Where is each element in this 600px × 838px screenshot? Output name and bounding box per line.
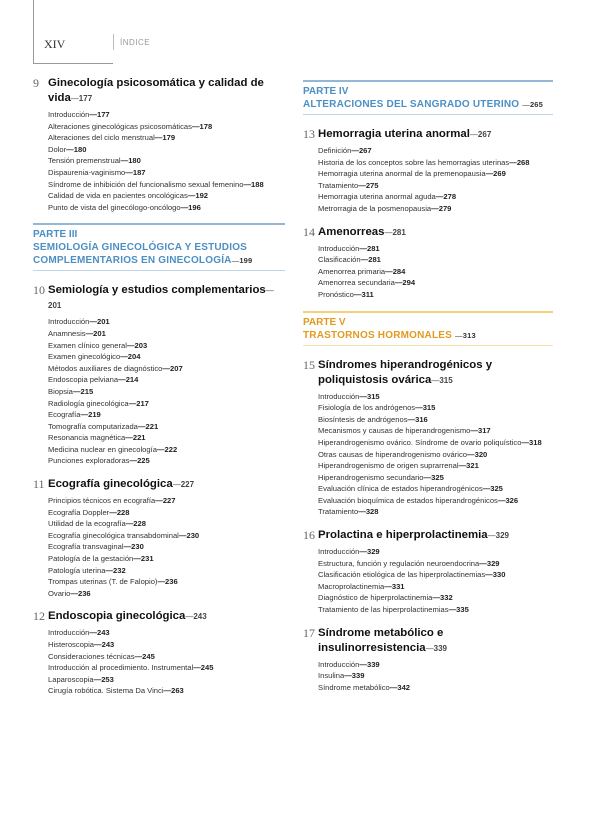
section-entry bbox=[318, 168, 553, 180]
section-entry bbox=[318, 145, 553, 157]
section-entry bbox=[318, 670, 553, 682]
section-page: —236 bbox=[70, 588, 91, 598]
section-entry bbox=[48, 444, 285, 456]
section-title: Ecografía bbox=[48, 410, 81, 420]
section-page: —222 bbox=[156, 444, 178, 454]
chapter-title bbox=[318, 225, 406, 240]
part-rule bbox=[303, 80, 553, 82]
section-title: Introducción bbox=[48, 628, 90, 638]
section-entry bbox=[48, 190, 285, 202]
section-entry bbox=[318, 437, 553, 449]
section-title: Punto de vista del ginecólogo-oncólogo bbox=[48, 202, 181, 212]
chapter-title bbox=[48, 477, 194, 492]
chapter-heading bbox=[303, 626, 553, 656]
section-entry bbox=[48, 398, 285, 410]
section-entry bbox=[48, 167, 285, 179]
section-entry bbox=[48, 518, 285, 530]
chapter-number: 17 bbox=[303, 625, 315, 640]
section-page: —339 bbox=[359, 659, 380, 669]
section-entry bbox=[48, 351, 285, 363]
section-page: —311 bbox=[353, 289, 374, 299]
chapter-title bbox=[48, 283, 285, 313]
section-title: Cirugía robótica. Sistema Da Vinci bbox=[48, 686, 164, 696]
section-title: Fisiología de los andrógenos bbox=[318, 403, 416, 413]
chapter-title-text: Ginecología psicosomática y calidad de vida bbox=[48, 77, 264, 104]
section-title: Estructura, función y regulación neuroendocrina bbox=[318, 558, 480, 568]
section-page: —215 bbox=[72, 386, 94, 396]
section-page: —232 bbox=[105, 565, 126, 575]
section-entry bbox=[48, 541, 285, 553]
section-title: Hiperandrogenismo secundario bbox=[318, 472, 424, 482]
section-title: Introducción bbox=[318, 243, 360, 253]
section-title: Alteraciones del ciclo menstrual bbox=[48, 133, 155, 143]
section-title: Amenorrea primaria bbox=[318, 266, 386, 276]
chapter-heading bbox=[303, 358, 553, 388]
chapter-title-text: Semiología y estudios complementarios bbox=[48, 284, 266, 297]
section-page: —328 bbox=[358, 507, 379, 517]
section-title: Clasificación bbox=[318, 255, 361, 265]
chapter-page: —177 bbox=[70, 94, 93, 103]
section-entry bbox=[48, 155, 285, 167]
section-list bbox=[303, 145, 553, 215]
part-rule bbox=[303, 311, 553, 313]
section-page: —279 bbox=[431, 203, 452, 213]
section-entry bbox=[318, 203, 553, 215]
section-entry bbox=[318, 659, 553, 671]
section-entry bbox=[48, 662, 285, 674]
section-entry bbox=[318, 682, 553, 694]
part-title bbox=[303, 329, 553, 342]
section-entry bbox=[48, 553, 285, 565]
section-entry bbox=[48, 409, 285, 421]
section-title: Dispaurenia-vaginismo bbox=[48, 167, 126, 177]
section-title: Resonancia magnética bbox=[48, 433, 126, 443]
section-page: —332 bbox=[432, 593, 453, 603]
part-page: —265 bbox=[522, 100, 544, 109]
section-entry bbox=[48, 565, 285, 577]
section-title: Métodos auxiliares de diagnóstico bbox=[48, 363, 163, 373]
section-title: Principios técnicos en ecografía bbox=[48, 496, 156, 506]
corner-mark-horizontal bbox=[33, 63, 113, 64]
chapter-10 bbox=[33, 283, 285, 467]
section-page: —268 bbox=[509, 157, 530, 167]
section-entry bbox=[318, 558, 553, 570]
chapter-title-text: Endoscopia ginecológica bbox=[48, 610, 186, 623]
section-entry bbox=[48, 627, 285, 639]
section-list bbox=[33, 109, 285, 213]
section-entry bbox=[318, 495, 553, 507]
section-title: Ovario bbox=[48, 588, 71, 598]
section-title: Punciones exploradoras bbox=[48, 456, 130, 466]
section-page: —267 bbox=[351, 146, 372, 155]
part-title-text: SEMIOLOGÍA GINECOLÓGICA Y ESTUDIOS COMPLEMENTARIOS EN GINECOLOGÍA bbox=[33, 242, 248, 267]
section-entry bbox=[318, 472, 553, 484]
chapter-page: —281 bbox=[384, 227, 406, 237]
section-entry bbox=[318, 546, 553, 558]
section-entry bbox=[48, 144, 285, 156]
section-entry bbox=[48, 507, 285, 519]
section-page: —179 bbox=[154, 133, 176, 143]
chapter-number: 11 bbox=[33, 477, 45, 492]
section-title: Tratamiento de las hiperprolactinemias bbox=[318, 605, 449, 615]
section-page: —217 bbox=[128, 398, 149, 408]
section-title: Otras causas de hiperandrogenismo ovárico bbox=[318, 449, 468, 459]
section-title: Ecografía ginecológica transabdominal bbox=[48, 530, 179, 540]
chapter-title-text: Síndrome metabólico e insulinorresistencia bbox=[318, 626, 444, 654]
chapter-page: —267 bbox=[469, 130, 492, 139]
section-title: Examen clínico general bbox=[48, 340, 127, 350]
section-title: Insulina bbox=[318, 671, 345, 681]
section-page: —207 bbox=[162, 363, 183, 373]
section-entry bbox=[318, 460, 553, 472]
chapter-page: —315 bbox=[431, 375, 453, 385]
section-page: —318 bbox=[521, 437, 542, 447]
section-title: Examen ginecológico bbox=[48, 352, 121, 362]
section-title: Clasificación etiológica de las hiperprolactinemias bbox=[318, 570, 486, 580]
chapter-title-text: Síndromes hiperandrogénicos y poliquistosis ovárica bbox=[318, 358, 493, 386]
section-title: Endoscopia pelviana bbox=[48, 375, 119, 385]
section-list bbox=[303, 243, 553, 301]
section-page: —227 bbox=[155, 496, 176, 506]
section-page: —243 bbox=[94, 640, 115, 649]
section-entry bbox=[48, 363, 285, 375]
section-entry bbox=[48, 202, 285, 214]
chapter-page: —329 bbox=[487, 531, 510, 541]
chapter-number: 14 bbox=[303, 224, 315, 239]
section-title: Biopsia bbox=[48, 386, 73, 396]
section-entry bbox=[318, 402, 553, 414]
section-title: Amenorrea secundaria bbox=[318, 278, 395, 288]
chapter-title-text: Hemorragia uterina anormal bbox=[318, 128, 470, 140]
chapter-number: 15 bbox=[303, 357, 315, 372]
section-entry bbox=[48, 576, 285, 588]
section-page: —339 bbox=[344, 671, 365, 681]
section-title: Síndrome metabólico bbox=[318, 682, 390, 692]
chapter-heading bbox=[303, 225, 553, 240]
section-entry bbox=[48, 340, 285, 352]
section-title: Biosíntesis de andrógenos bbox=[318, 414, 408, 424]
section-entry bbox=[48, 588, 285, 600]
section-title: Introducción bbox=[318, 391, 360, 401]
section-entry bbox=[48, 109, 285, 121]
section-entry bbox=[48, 639, 285, 651]
section-page: —228 bbox=[125, 519, 146, 529]
section-entry bbox=[48, 685, 285, 697]
section-title: Introducción al procedimiento. Instrumental bbox=[48, 663, 194, 673]
section-title: Introducción bbox=[48, 110, 90, 119]
part-bottom-rule bbox=[303, 345, 553, 346]
chapter-heading bbox=[33, 76, 285, 106]
part-4-heading bbox=[303, 80, 553, 115]
chapter-heading bbox=[33, 283, 285, 313]
section-title: Hiperandrogenismo de origen suprarrenal bbox=[318, 461, 459, 471]
section-page: —188 bbox=[243, 179, 264, 189]
section-page: —315 bbox=[415, 403, 436, 413]
chapter-heading bbox=[303, 127, 553, 142]
chapter-title-text: Amenorreas bbox=[318, 225, 385, 238]
chapter-17 bbox=[303, 626, 553, 694]
section-title: Utilidad de la ecografía bbox=[48, 519, 126, 529]
section-page: —187 bbox=[125, 167, 146, 177]
section-entry bbox=[48, 316, 285, 328]
chapter-number: 10 bbox=[33, 283, 45, 298]
section-title: Metrorragia de la posmenopausia bbox=[318, 203, 432, 213]
chapter-number: 12 bbox=[33, 609, 45, 624]
chapter-number: 9 bbox=[33, 76, 39, 90]
section-entry bbox=[318, 414, 553, 426]
chapter-15 bbox=[303, 358, 553, 519]
section-page: —192 bbox=[187, 191, 209, 201]
section-title: Patología uterina bbox=[48, 565, 106, 575]
section-title: Tratamiento bbox=[318, 507, 359, 517]
part-title bbox=[303, 98, 553, 111]
part-title-text: ALTERACIONES DEL SANGRADO UTERINO bbox=[303, 99, 520, 110]
section-entry bbox=[318, 391, 553, 403]
chapter-title bbox=[48, 76, 285, 106]
chapter-title-text: Prolactina e hiperprolactinemia bbox=[318, 529, 488, 542]
section-title: Ecografía transvaginal bbox=[48, 542, 124, 552]
section-title: Introducción bbox=[48, 317, 90, 327]
section-entry bbox=[48, 530, 285, 542]
section-page: —275 bbox=[358, 180, 379, 190]
part-bottom-rule bbox=[303, 114, 553, 115]
section-page: —329 bbox=[359, 547, 380, 557]
section-list bbox=[303, 391, 553, 519]
section-page: —230 bbox=[123, 542, 144, 552]
section-list bbox=[33, 316, 285, 467]
section-page: —180 bbox=[120, 156, 141, 166]
part-title-text: TRASTORNOS HORMONALES bbox=[303, 329, 453, 341]
section-title: Radiología ginecológica bbox=[48, 398, 129, 408]
section-page: —330 bbox=[485, 570, 506, 580]
running-head: ÍNDICE bbox=[120, 38, 151, 47]
chapter-page: —227 bbox=[172, 480, 195, 490]
section-page: —326 bbox=[497, 495, 519, 505]
section-title: Definición bbox=[318, 146, 352, 155]
section-entry bbox=[48, 179, 285, 191]
section-page: —335 bbox=[448, 605, 469, 615]
part-rule bbox=[33, 223, 285, 225]
section-title: Laparoscopia bbox=[48, 674, 94, 684]
section-title: Hiperandrogenismo ovárico. Síndrome de ovario poliquístico bbox=[318, 437, 522, 447]
section-title: Trompas uterinas (T. de Falopio) bbox=[48, 577, 158, 587]
section-entry bbox=[48, 455, 285, 467]
section-page: —219 bbox=[80, 410, 101, 420]
section-title: Evaluación bioquímica de estados hiperandrogénicos bbox=[318, 495, 498, 505]
section-title: Historia de los conceptos sobre las hemorragias uterinas bbox=[318, 157, 510, 167]
section-title: Tomografía computarizada bbox=[48, 421, 138, 431]
section-page: —317 bbox=[470, 426, 491, 436]
section-page: —177 bbox=[89, 110, 110, 119]
part-title bbox=[33, 241, 285, 267]
section-entry bbox=[318, 289, 553, 301]
section-title: Macroprolactinemia bbox=[318, 581, 385, 591]
section-entry bbox=[48, 432, 285, 444]
section-page: —236 bbox=[157, 577, 178, 587]
section-page: —180 bbox=[66, 144, 87, 154]
chapter-11 bbox=[33, 477, 285, 599]
section-page: —201 bbox=[85, 328, 106, 338]
section-title: Alteraciones ginecológicas psicosomáticas bbox=[48, 121, 192, 131]
part-label: PARTE III bbox=[33, 229, 78, 241]
section-title: Tensión premenstrual bbox=[48, 156, 121, 166]
section-entry bbox=[318, 581, 553, 593]
chapter-title-text: Ecografía ginecológica bbox=[48, 478, 173, 491]
chapter-number: 13 bbox=[303, 127, 315, 141]
page-number: XIV bbox=[44, 37, 66, 51]
section-entry bbox=[318, 592, 553, 604]
section-title: Mecanismos y causas de hiperandrogenismo bbox=[318, 426, 471, 436]
section-title: Hemorragia uterina anormal de la premenopausia bbox=[318, 169, 486, 179]
corner-mark-vertical bbox=[33, 0, 34, 64]
part-bottom-rule bbox=[33, 270, 285, 271]
part-page: —313 bbox=[455, 330, 476, 340]
section-entry bbox=[318, 191, 553, 203]
section-page: —225 bbox=[129, 456, 150, 466]
section-page: —221 bbox=[125, 433, 146, 443]
section-entry bbox=[48, 328, 285, 340]
section-title: Introducción bbox=[318, 659, 360, 669]
section-page: —284 bbox=[385, 266, 406, 276]
chapter-title bbox=[318, 127, 491, 142]
section-entry bbox=[48, 651, 285, 663]
section-title: Calidad de vida en pacientes oncológicas bbox=[48, 191, 188, 201]
chapter-title bbox=[48, 609, 207, 624]
section-page: —269 bbox=[485, 169, 506, 179]
chapter-heading bbox=[33, 477, 285, 492]
section-title: Tratamiento bbox=[318, 180, 359, 190]
section-entry bbox=[318, 157, 553, 169]
section-page: —221 bbox=[137, 421, 159, 431]
section-page: —204 bbox=[120, 352, 141, 362]
chapter-heading bbox=[303, 528, 553, 543]
section-entry bbox=[48, 374, 285, 386]
section-entry bbox=[318, 506, 553, 518]
section-page: —320 bbox=[467, 449, 488, 459]
section-title: Patología de la gestación bbox=[48, 554, 134, 564]
chapter-page: —243 bbox=[185, 612, 207, 622]
section-list bbox=[33, 627, 285, 697]
section-entry bbox=[318, 604, 553, 616]
section-page: —281 bbox=[359, 243, 380, 253]
section-page: —331 bbox=[384, 581, 405, 591]
section-entry bbox=[318, 254, 553, 266]
section-page: —316 bbox=[407, 414, 428, 424]
section-page: —263 bbox=[163, 686, 184, 696]
section-title: Consideraciones técnicas bbox=[48, 651, 135, 661]
section-title: Evaluación clínica de estados hiperandrogénicos bbox=[318, 484, 483, 494]
section-entry bbox=[48, 495, 285, 507]
section-title: Síndrome de inhibición del funcionalismo sexual femenino bbox=[48, 179, 244, 189]
chapter-14 bbox=[303, 225, 553, 301]
section-entry bbox=[318, 449, 553, 461]
chapter-12 bbox=[33, 609, 285, 697]
section-title: Diagnóstico de hiperprolactinemia bbox=[318, 593, 433, 603]
section-entry bbox=[318, 425, 553, 437]
section-title: Introducción bbox=[318, 547, 360, 557]
section-page: —196 bbox=[180, 202, 201, 212]
section-entry bbox=[318, 266, 553, 278]
part-3-heading bbox=[33, 223, 285, 271]
section-entry bbox=[318, 243, 553, 255]
section-title: Pronóstico bbox=[318, 289, 354, 299]
right-column bbox=[303, 76, 553, 703]
section-page: —253 bbox=[93, 674, 114, 684]
section-page: —243 bbox=[89, 628, 110, 638]
section-title: Medicina nuclear en ginecología bbox=[48, 444, 157, 454]
section-page: —214 bbox=[118, 375, 139, 385]
section-page: —230 bbox=[178, 530, 200, 540]
header-separator bbox=[113, 34, 114, 50]
section-title: Histeroscopia bbox=[48, 640, 95, 649]
chapter-16 bbox=[303, 528, 553, 616]
section-title: Anamnesis bbox=[48, 328, 86, 338]
chapter-title bbox=[318, 358, 553, 388]
section-page: —245 bbox=[134, 651, 155, 661]
section-entry bbox=[318, 483, 553, 495]
chapter-13 bbox=[303, 127, 553, 215]
section-page: —329 bbox=[479, 558, 500, 568]
section-page: —245 bbox=[193, 663, 214, 673]
section-page: —203 bbox=[126, 340, 148, 350]
part-label: PARTE IV bbox=[303, 86, 349, 97]
chapter-page: —339 bbox=[425, 643, 447, 653]
section-page: —228 bbox=[109, 507, 130, 517]
left-column bbox=[33, 76, 285, 707]
chapter-title bbox=[318, 528, 509, 543]
section-entry bbox=[318, 277, 553, 289]
section-entry bbox=[48, 132, 285, 144]
section-page: —342 bbox=[389, 682, 411, 692]
section-list bbox=[303, 546, 553, 616]
section-title: Hemorragia uterina anormal aguda bbox=[318, 192, 436, 202]
section-page: —278 bbox=[435, 192, 457, 202]
section-page: —321 bbox=[458, 461, 479, 471]
chapter-title bbox=[318, 626, 553, 656]
section-title: Ecografía Doppler bbox=[48, 507, 110, 517]
section-title: Dolor bbox=[48, 144, 67, 154]
part-label: PARTE V bbox=[303, 316, 346, 328]
section-entry bbox=[48, 386, 285, 398]
section-entry bbox=[48, 674, 285, 686]
section-entry bbox=[318, 180, 553, 192]
section-page: —315 bbox=[359, 391, 380, 401]
chapter-heading bbox=[33, 609, 285, 624]
part-page: —199 bbox=[231, 256, 253, 266]
section-page: —281 bbox=[360, 255, 381, 265]
section-entry bbox=[48, 121, 285, 133]
section-page: —178 bbox=[191, 121, 213, 131]
section-entry bbox=[318, 569, 553, 581]
section-page: —294 bbox=[394, 278, 416, 288]
section-page: —231 bbox=[133, 554, 154, 564]
section-entry bbox=[48, 421, 285, 433]
section-page: —325 bbox=[423, 472, 444, 482]
section-list bbox=[33, 495, 285, 599]
section-list bbox=[303, 659, 553, 694]
chapter-page: —201 bbox=[48, 286, 274, 311]
chapter-9 bbox=[33, 76, 285, 213]
section-page: —325 bbox=[482, 484, 503, 494]
section-page: —201 bbox=[89, 317, 110, 327]
part-5-heading bbox=[303, 311, 553, 346]
chapter-number: 16 bbox=[303, 528, 315, 543]
